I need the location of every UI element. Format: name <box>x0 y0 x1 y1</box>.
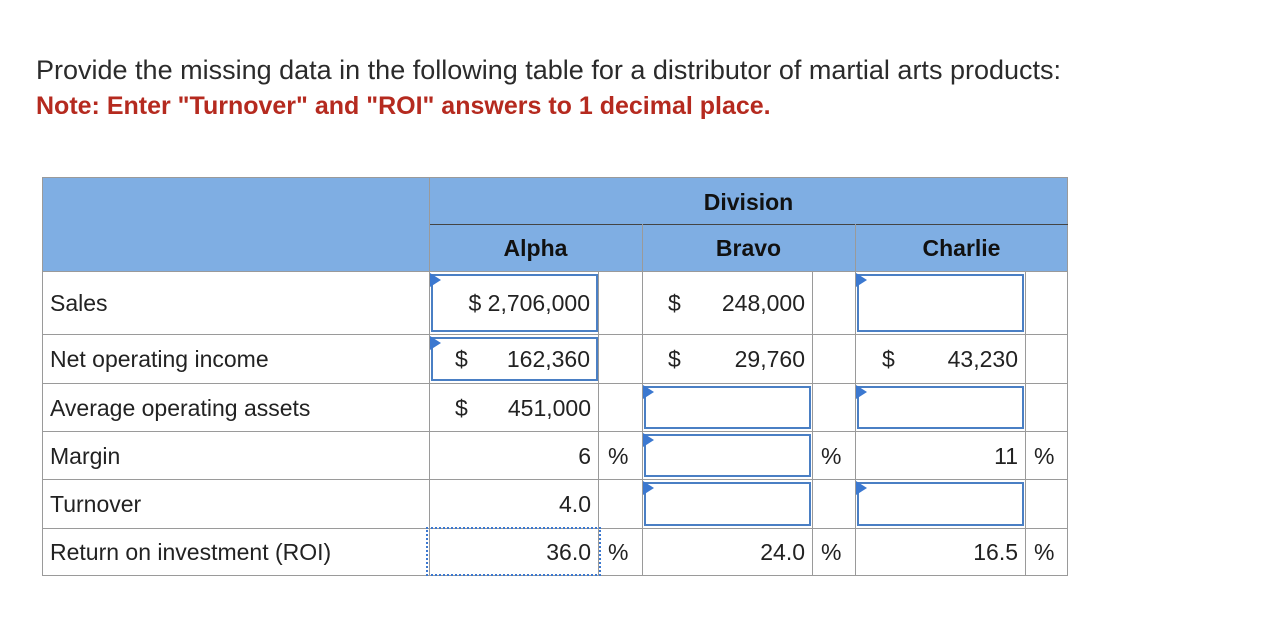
roi-charlie-value: 16.5 <box>973 539 1018 565</box>
column-header-bravo: Bravo <box>715 235 782 261</box>
margin-charlie-unit: % <box>1034 443 1055 469</box>
noi-charlie-dollar: $ <box>882 346 895 372</box>
margin-bravo-unit: % <box>821 443 842 469</box>
assets-alpha-dollar: $ <box>455 395 468 421</box>
margin-alpha-value: 6 <box>578 443 591 469</box>
row-label-noi: Net operating income <box>50 346 269 372</box>
assets-charlie-flag-icon <box>856 385 867 399</box>
margin-bravo-input[interactable] <box>644 434 811 477</box>
margin-bravo-flag-icon <box>643 433 654 447</box>
assets-alpha-value: 451,000 <box>507 395 591 421</box>
roi-bravo-value: 24.0 <box>760 539 805 565</box>
division-header: Division <box>703 189 794 215</box>
header-bg-label <box>42 177 429 271</box>
sales-charlie-input[interactable] <box>857 274 1024 332</box>
row-label-margin: Margin <box>50 443 121 469</box>
column-header-alpha: Alpha <box>503 235 568 261</box>
assets-bravo-flag-icon <box>643 385 654 399</box>
roi-bravo-unit: % <box>821 539 842 565</box>
row-label-turnover: Turnover <box>50 491 142 517</box>
assets-bravo-input[interactable] <box>644 386 811 429</box>
noi-alpha-value: 162,360 <box>506 346 590 372</box>
roi-charlie-unit: % <box>1034 539 1055 565</box>
row-label-roi: Return on investment (ROI) <box>50 539 332 565</box>
turnover-alpha-value: 4.0 <box>559 491 591 517</box>
turnover-charlie-input[interactable] <box>857 482 1024 526</box>
assets-charlie-input[interactable] <box>857 386 1024 429</box>
sales-alpha-value: $ 2,706,000 <box>468 290 590 316</box>
row-label-assets: Average operating assets <box>50 395 311 421</box>
question-note: Note: Enter "Turnover" and "ROI" answers to 1 decimal place. <box>36 92 771 120</box>
turnover-bravo-flag-icon <box>643 481 654 495</box>
noi-bravo-value: 29,760 <box>734 346 805 372</box>
sales-alpha-flag-icon <box>430 273 441 287</box>
margin-alpha-unit: % <box>608 443 629 469</box>
noi-alpha-dollar: $ <box>455 346 468 372</box>
turnover-bravo-input[interactable] <box>644 482 811 526</box>
roi-alpha-value: 36.0 <box>546 539 591 565</box>
question-prompt: Provide the missing data in the following table for a distributor of martial arts products: <box>36 55 1061 85</box>
sales-bravo-dollar: $ <box>668 290 681 316</box>
sales-bravo-value: 248,000 <box>721 290 805 316</box>
data-table <box>42 177 1068 576</box>
margin-charlie-value: 11 <box>994 443 1018 469</box>
roi-alpha-unit: % <box>608 539 629 565</box>
noi-alpha-flag-icon <box>430 336 441 350</box>
noi-charlie-value: 43,230 <box>947 346 1018 372</box>
noi-bravo-dollar: $ <box>668 346 681 372</box>
column-header-charlie: Charlie <box>922 235 1001 261</box>
turnover-charlie-flag-icon <box>856 481 867 495</box>
row-label-sales: Sales <box>50 290 108 316</box>
sales-alpha-field[interactable] <box>431 274 598 332</box>
sales-charlie-flag-icon <box>856 273 867 287</box>
